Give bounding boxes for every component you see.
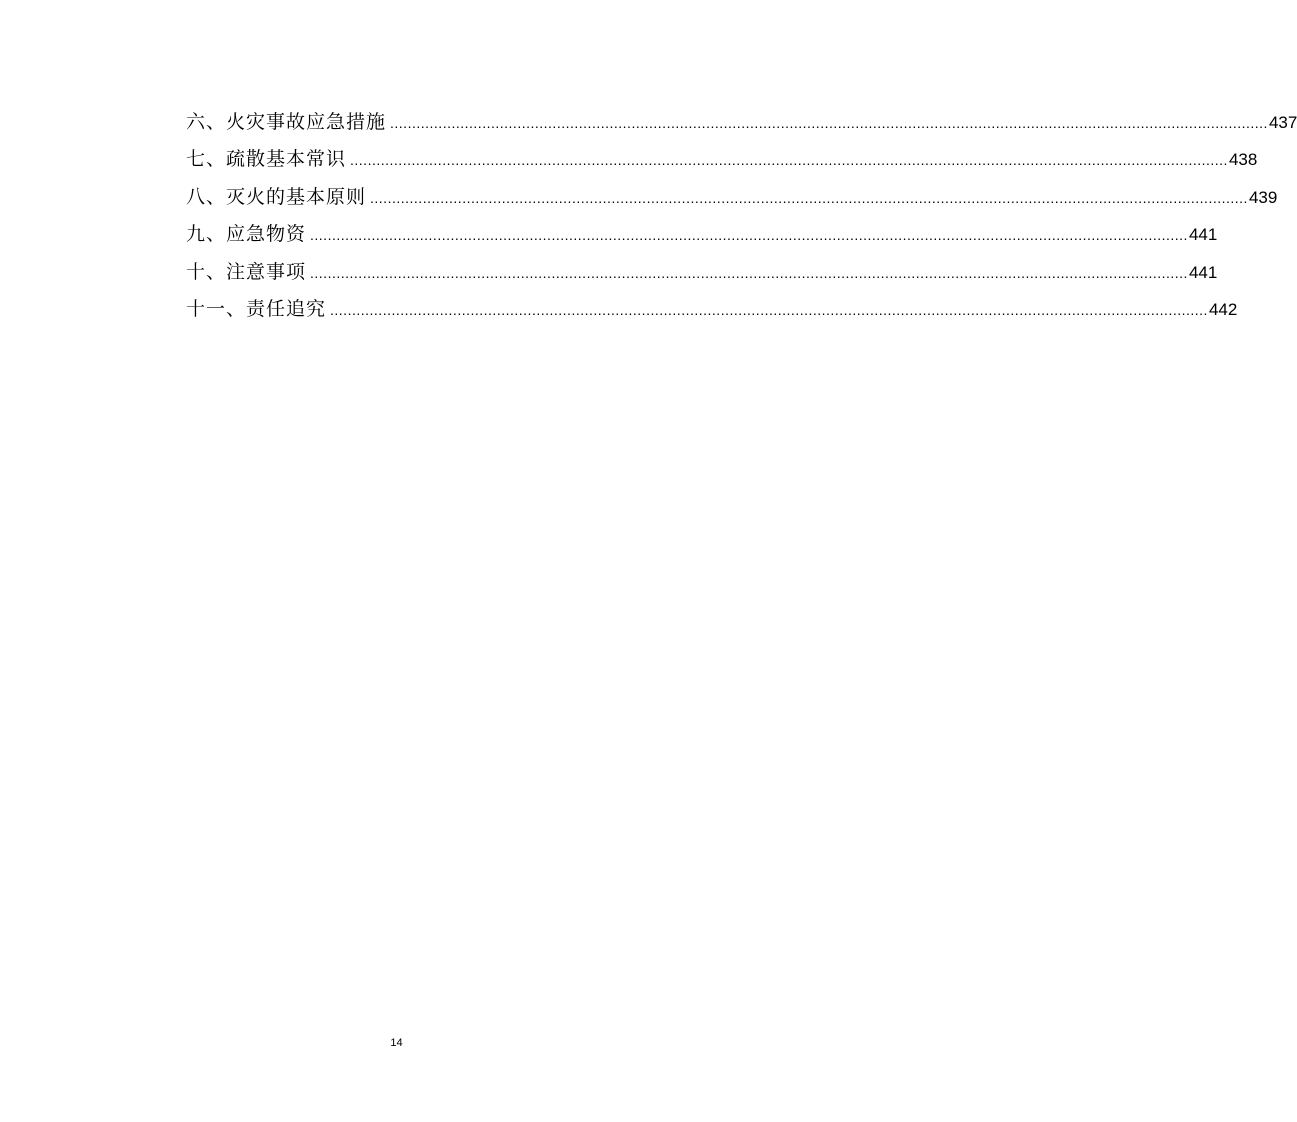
toc-entry-precautions[interactable]: [186, 254, 1218, 291]
toc-entry-title: 六、火灾事故应急措施: [186, 111, 387, 133]
toc-dot-leader: ........................................................................................................................................................................................................: [330, 301, 1208, 318]
toc-dot-leader: ........................................................................................................................................................................................................: [370, 189, 1248, 206]
toc-entry-title: 九、应急物资: [186, 223, 307, 246]
toc-entry-page: 442: [1208, 299, 1238, 319]
toc-entry-accountability[interactable]: [186, 291, 1238, 328]
toc-dot-leader: ........................................................................................................................................................................................................: [310, 264, 1188, 281]
toc-entry-page: 437: [1268, 113, 1297, 132]
toc-entry-title: 八、灭火的基本原则: [186, 185, 367, 208]
page-number: 14: [390, 1037, 403, 1049]
toc-entry-evacuation-basics[interactable]: [186, 141, 1258, 178]
toc-entry-page: 441: [1188, 225, 1218, 245]
toc-entry-fire-emergency-measures[interactable]: [186, 104, 1297, 141]
toc-dot-leader: ........................................................................................................................................................................................................: [310, 227, 1188, 244]
table-of-contents: [186, 104, 1297, 328]
toc-dot-leader: ........................................................................................................................................................................................................: [390, 115, 1268, 131]
toc-dot-leader: ........................................................................................................................................................................................................: [350, 152, 1228, 169]
toc-entry-firefighting-principles[interactable]: [186, 179, 1278, 216]
toc-entry-page: 441: [1188, 262, 1218, 282]
toc-entry-title: 十、注意事项: [186, 260, 307, 283]
toc-entry-page: 438: [1228, 150, 1258, 170]
toc-entry-emergency-supplies[interactable]: [186, 216, 1218, 253]
toc-entry-title: 七、疏散基本常识: [186, 148, 347, 171]
toc-entry-title: 十一、责任追究: [186, 297, 327, 320]
toc-entry-page: 439: [1248, 187, 1278, 207]
